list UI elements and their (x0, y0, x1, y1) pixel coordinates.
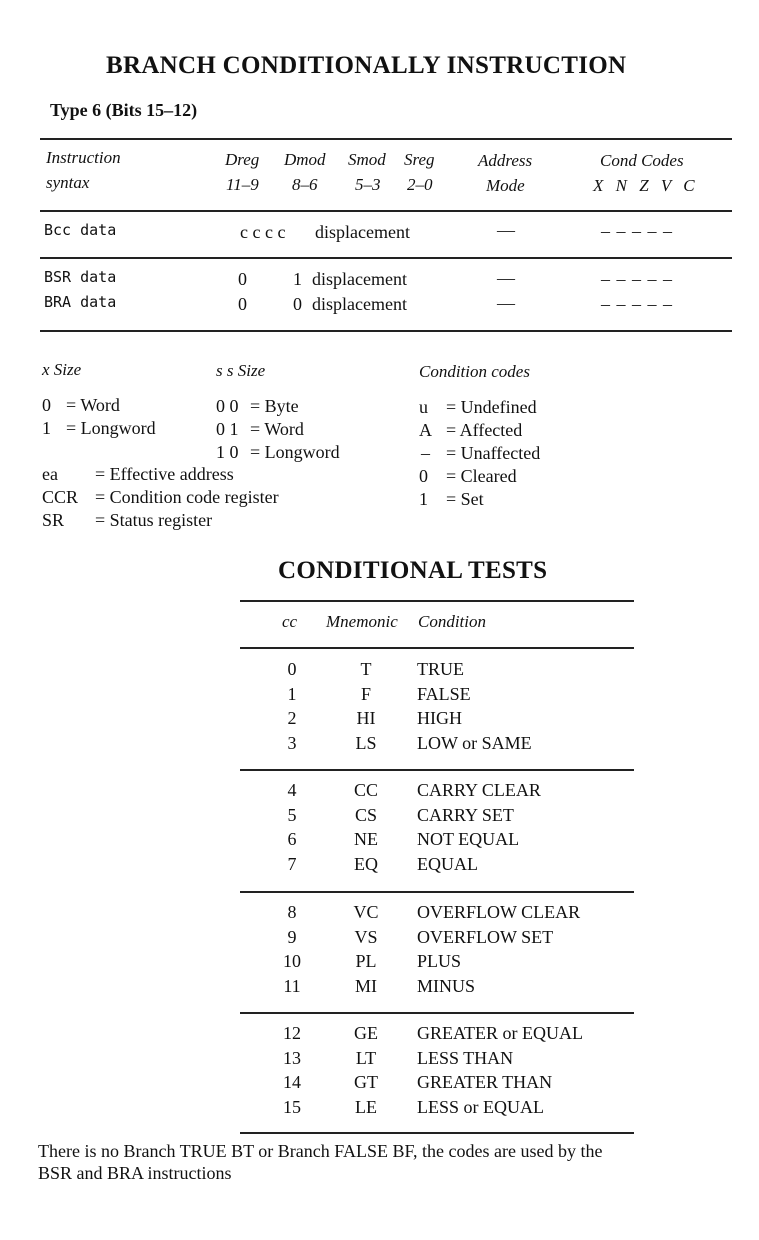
tests-top-rule (240, 600, 634, 602)
header-sreg-bits: 2–0 (407, 175, 433, 194)
footnote-line-2: BSR and BRA instructions (38, 1163, 232, 1183)
test-cc: 8 (287, 902, 297, 922)
test-mnemonic: F (360, 683, 371, 704)
legend-cc-key: u (419, 397, 428, 417)
legend-ss-size-value: = Byte (250, 396, 299, 416)
tests-header-condition: Condition (418, 612, 487, 631)
test-cc: 7 (287, 853, 297, 874)
tests-header-rule (240, 647, 634, 649)
test-cc: 5 (287, 804, 297, 825)
header-dreg: Dreg (225, 150, 260, 169)
header-address: Address (478, 151, 533, 170)
test-condition: LESS or EQUAL (417, 1096, 544, 1117)
test-mnemonic: CC (353, 780, 378, 800)
test-cc: 13 (283, 1047, 301, 1068)
tests-header-mnemonic: Mnemonic (326, 612, 398, 631)
tests-group-rule (240, 1012, 634, 1014)
test-cc: 10 (283, 951, 301, 971)
row-code-bra: 0 (238, 294, 247, 314)
header-sreg: Sreg (404, 150, 435, 169)
legend-cc-value: = Set (446, 489, 484, 509)
tests-title: CONDITIONAL TESTS (278, 557, 548, 584)
test-condition: NOT EQUAL (417, 829, 520, 849)
legend-ss-size-key: 1 0 (216, 442, 239, 462)
legend-x-size-key: 1 (42, 418, 51, 438)
page-title: BRANCH CONDITIONALLY INSTRUCTION (106, 52, 627, 79)
legend-cc-value: = Undefined (446, 397, 537, 417)
row-syntax-bra: BRA data (44, 293, 117, 311)
test-mnemonic: PL (355, 951, 377, 971)
test-mnemonic: GE (354, 1023, 378, 1043)
test-cc: 12 (283, 1023, 301, 1043)
test-condition: PLUS (417, 951, 462, 971)
legend-abbrev-value: = Status register (95, 510, 213, 530)
legend-x-size-value: = Longword (66, 418, 156, 438)
legend-cc-key: A (419, 420, 432, 440)
row-flags-bsr: – – – – – (601, 269, 673, 289)
legend-x-size-key: 0 (42, 395, 51, 415)
type-label: Type 6 (Bits 15–12) (50, 100, 198, 120)
header-smod-bits: 5–3 (355, 175, 381, 194)
test-condition: LOW or SAME (417, 732, 532, 753)
test-condition: MINUS (417, 975, 476, 996)
row-code-bcc: c c c c (240, 222, 286, 242)
test-mnemonic: LE (355, 1096, 377, 1117)
legend-x-size-value: = Word (66, 395, 120, 415)
tests-group-rule (240, 769, 634, 771)
test-condition: HIGH (417, 708, 462, 728)
row-mode-bcc: — (497, 220, 515, 240)
row-mode-bsr: — (497, 268, 515, 288)
header-smod: Smod (348, 150, 386, 169)
legend-cc-title: Condition codes (419, 362, 530, 381)
legend-cc-value: = Cleared (446, 466, 517, 486)
test-condition: OVERFLOW SET (417, 926, 554, 947)
legend-abbrev-key: ea (42, 464, 58, 484)
legend-abbrev-key: CCR (42, 487, 79, 507)
tests-header-cc: cc (282, 612, 298, 631)
test-mnemonic: NE (354, 829, 378, 849)
test-mnemonic: EQ (354, 853, 378, 874)
legend-x-size-title: x Size (42, 360, 82, 379)
row-mode-bra: — (497, 293, 515, 313)
legend-ss-size-key: 0 0 (216, 396, 239, 416)
test-cc: 1 (287, 683, 297, 704)
legend-cc-key: 0 (419, 466, 428, 486)
legend-cc-value: = Affected (446, 420, 523, 440)
legend-ss-size-title: s s Size (216, 361, 266, 380)
test-condition: LESS THAN (417, 1047, 514, 1068)
test-cc: 9 (287, 926, 297, 947)
test-cc: 4 (287, 780, 297, 800)
test-condition: GREATER or EQUAL (417, 1023, 583, 1043)
row-disp-bcc: displacement (315, 222, 410, 242)
test-cc: 11 (283, 975, 301, 996)
test-mnemonic: MI (355, 975, 377, 996)
test-cc: 6 (287, 829, 297, 849)
legend-ss-size-key: 0 1 (216, 419, 239, 439)
test-mnemonic: CS (354, 804, 378, 825)
header-syntax: syntax (46, 173, 90, 192)
footnote-line-1: There is no Branch TRUE BT or Branch FALSE BF, the codes are used by the (38, 1141, 603, 1161)
test-mnemonic: LS (355, 732, 377, 753)
table-header-rule (40, 210, 732, 212)
legend-abbrev-value: = Effective address (95, 464, 234, 484)
legend-ss-size-value: = Longword (250, 442, 340, 462)
test-mnemonic: HI (356, 708, 376, 728)
test-mnemonic: T (360, 659, 372, 679)
test-mnemonic: VC (353, 902, 379, 922)
header-mode: Mode (486, 176, 525, 195)
row-flags-bra: – – – – – (601, 294, 673, 314)
test-mnemonic: GT (354, 1072, 378, 1092)
row-disp-bra: displacement (312, 294, 407, 314)
test-condition: OVERFLOW CLEAR (417, 902, 581, 922)
row-flags-bcc: – – – – – (601, 221, 673, 241)
legend-abbrev-key: SR (42, 510, 65, 530)
header-dreg-bits: 11–9 (226, 175, 259, 194)
legend-cc-key: 1 (419, 489, 428, 509)
row-syntax-bcc: Bcc data (44, 221, 117, 239)
row-syntax-bsr: BSR data (44, 268, 117, 286)
test-mnemonic: VS (354, 926, 378, 947)
test-cc: 0 (287, 659, 297, 679)
table-row-rule (40, 257, 732, 259)
test-cc: 15 (283, 1096, 301, 1117)
tests-group-rule (240, 891, 634, 893)
legend-cc-key: – (421, 443, 430, 463)
header-instruction: Instruction (46, 148, 121, 167)
legend-cc-value: = Unaffected (446, 443, 541, 463)
test-cc: 2 (287, 708, 297, 728)
row-code-bsr: 0 (238, 269, 247, 289)
test-cc: 3 (287, 732, 297, 753)
test-condition: FALSE (417, 683, 471, 704)
test-mnemonic: LT (355, 1047, 377, 1068)
tests-group-rule (240, 1132, 634, 1134)
legend-ss-size-value: = Word (250, 419, 304, 439)
test-condition: TRUE (417, 659, 464, 679)
test-cc: 14 (283, 1072, 301, 1092)
table-top-rule (40, 138, 732, 140)
header-dmod-bits: 8–6 (292, 175, 318, 194)
row-disp-bsr: displacement (312, 269, 407, 289)
header-dmod: Dmod (284, 150, 326, 169)
test-condition: EQUAL (417, 853, 478, 874)
header-cond-codes: Cond Codes (600, 151, 684, 170)
test-condition: CARRY CLEAR (417, 780, 541, 800)
row-dmod-bra: 0 (293, 294, 302, 314)
test-condition: GREATER THAN (417, 1072, 553, 1092)
header-flags: X N Z V C (593, 176, 699, 195)
test-condition: CARRY SET (417, 804, 514, 825)
legend-abbrev-value: = Condition code register (95, 487, 279, 507)
table-bottom-rule (40, 330, 732, 332)
row-dmod-bsr: 1 (293, 269, 302, 289)
